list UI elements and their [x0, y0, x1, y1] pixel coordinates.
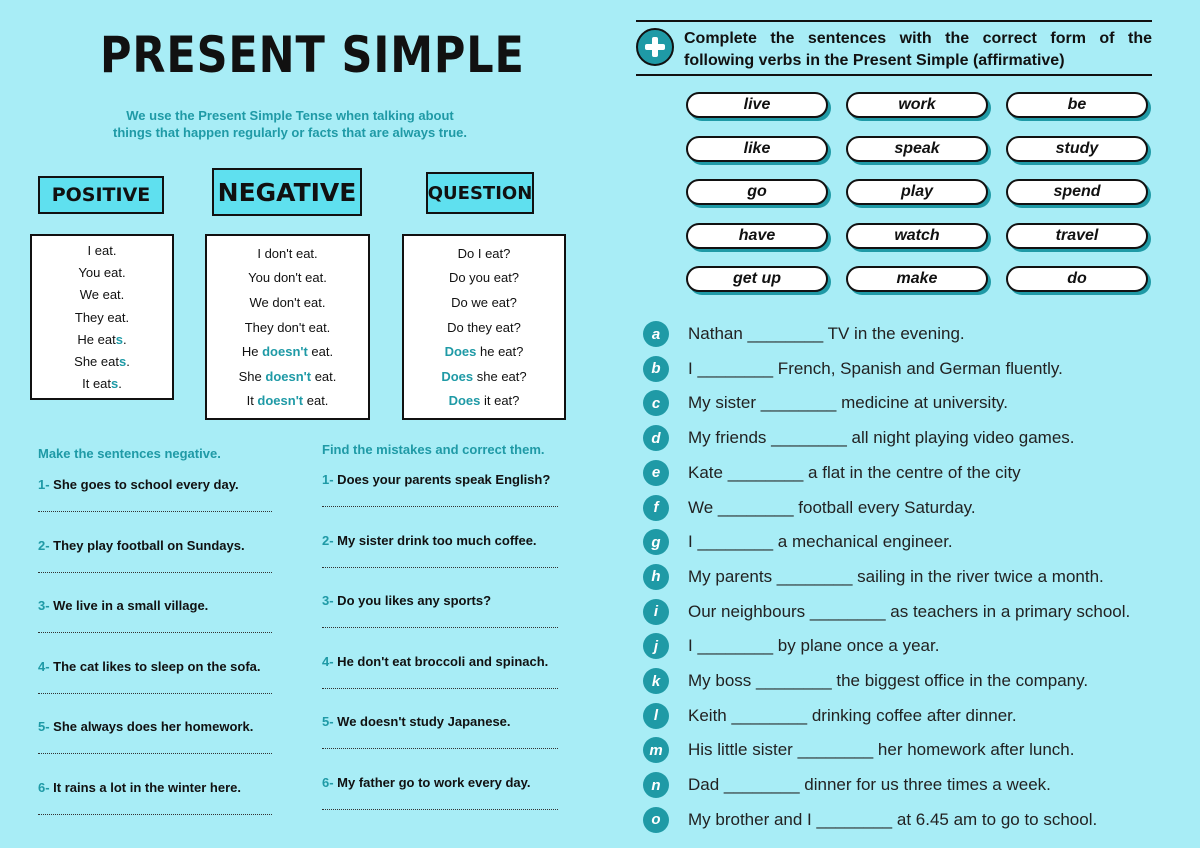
positive-line: [78, 265, 125, 280]
item-text: He don't eat broccoli and spinach.: [333, 653, 549, 669]
sentence-text: My boss ________ the biggest office in the company.: [688, 671, 1089, 690]
letter-badge: n: [643, 772, 669, 798]
negative-line-part: doesn't: [262, 344, 308, 360]
item-text: We doesn't study Japanese.: [333, 714, 511, 729]
item-text: It rains a lot in the winter here.: [49, 779, 241, 795]
positive-line: [88, 243, 117, 258]
item-number: 3-: [38, 598, 50, 613]
sentence-text: We ________ football every Saturday.: [688, 497, 976, 517]
sentence-text: Our neighbours ________ as teachers in a primary school.: [688, 601, 1131, 621]
sentence-text: I ________ by plane once a year.: [688, 636, 940, 656]
verb-pill: live: [686, 92, 828, 118]
positive-line-part: It eat: [82, 375, 112, 391]
verb-pill: watch: [846, 223, 988, 249]
positive-line-part: .: [118, 375, 122, 391]
positive-line-part: .: [126, 353, 130, 369]
positive-line-part: .: [122, 331, 127, 347]
positive-line: [77, 332, 126, 347]
item-number: 2-: [322, 532, 334, 548]
exercise1-heading: Make the sentences negative.: [38, 446, 221, 461]
item-number: 6-: [38, 779, 50, 795]
question-line: [451, 295, 517, 310]
negative-line-part: We don't eat.: [249, 294, 326, 310]
positive-line-part: s: [118, 353, 127, 369]
question-line: [447, 320, 521, 335]
letter-badge: a: [643, 321, 669, 347]
answer-line[interactable]: [322, 567, 558, 568]
exercise2-item: [322, 654, 548, 669]
negative-line-part: eat.: [311, 368, 337, 384]
sentence-text: My parents ________ sailing in the river twice a month.: [688, 566, 1104, 586]
negative-line: [257, 246, 317, 261]
instructions: Complete the sentences with the correct form of the following verbs in the Present Simple (affirmative): [684, 30, 1152, 69]
exercise1-item: [38, 477, 239, 492]
negative-line-part: I don't eat.: [257, 245, 318, 261]
negative-line-part: He: [241, 344, 263, 360]
question-line-part: he eat?: [476, 344, 524, 360]
item-number: 2-: [38, 537, 50, 553]
intro-text: [60, 107, 520, 141]
answer-line[interactable]: [38, 572, 272, 573]
question-line: [449, 270, 519, 285]
answer-line[interactable]: [38, 693, 272, 694]
letter-badge: e: [643, 460, 669, 486]
verb-pill: play: [846, 179, 988, 205]
letter-badge: c: [643, 390, 669, 416]
item-text: She goes to school every day.: [49, 477, 239, 492]
negative-box: [205, 234, 370, 420]
intro-line: things that happen regularly or facts that are always true.: [113, 125, 467, 140]
question-line-part: Does: [441, 368, 474, 384]
question-line-part: Do I eat?: [457, 245, 511, 261]
answer-line[interactable]: [322, 627, 558, 628]
positive-line-part: s: [115, 331, 123, 347]
verb-pill: study: [1006, 136, 1148, 162]
letter-badge: k: [643, 668, 669, 694]
question-line-part: she eat?: [473, 368, 527, 384]
negative-line: [248, 270, 327, 285]
verb-pill: go: [686, 179, 828, 205]
exercise2-item: [322, 533, 537, 548]
question-line: [458, 246, 511, 261]
verb-pill: do: [1006, 266, 1148, 292]
item-number: 4-: [322, 653, 334, 669]
exercise2-item: [322, 472, 550, 487]
negative-line-part: She: [238, 368, 266, 384]
negative-line: [247, 393, 329, 408]
positive-line-part: He eat: [77, 331, 116, 347]
positive-line-part: We eat.: [79, 287, 125, 303]
verb-pill: have: [686, 223, 828, 249]
question-header: QUESTION: [426, 172, 534, 214]
exercise1-item: [38, 780, 241, 795]
positive-line-part: s: [111, 375, 119, 391]
letter-badge: j: [643, 633, 669, 659]
negative-line: [239, 369, 337, 384]
question-line-part: Does: [448, 393, 481, 409]
question-line: [445, 344, 524, 359]
exercise1-item: [38, 538, 245, 553]
verb-pill: spend: [1006, 179, 1148, 205]
letter-badge: m: [643, 737, 669, 763]
exercise1-item: [38, 598, 208, 613]
item-number: 6-: [322, 774, 334, 790]
item-number: 3-: [322, 593, 334, 608]
negative-line-part: eat.: [303, 393, 329, 409]
negative-line-part: You don't eat.: [248, 270, 327, 286]
sentence-text: Dad ________ dinner for us three times a week.: [688, 775, 1051, 795]
top-rule: [636, 20, 1152, 22]
item-text: My father go to work every day.: [333, 774, 531, 790]
answer-line[interactable]: [322, 688, 558, 689]
verb-pill: work: [846, 92, 988, 118]
answer-line[interactable]: [38, 511, 272, 512]
item-number: 4-: [38, 658, 50, 674]
letter-badge: h: [643, 564, 669, 590]
question-box: [402, 234, 566, 420]
sentence-text: My friends ________ all night playing video games.: [688, 428, 1075, 448]
negative-line-part: doesn't: [257, 393, 304, 409]
positive-line-part: They eat.: [74, 309, 130, 325]
sentence-text: Kate ________ a flat in the centre of the city: [688, 462, 1021, 482]
item-number: 5-: [38, 719, 50, 734]
question-line-part: Do they eat?: [447, 319, 521, 335]
positive-line-part: You eat.: [78, 265, 126, 281]
positive-header: POSITIVE: [38, 176, 164, 214]
negative-line-part: doesn't: [265, 368, 312, 384]
verb-pill: get up: [686, 266, 828, 292]
letter-badge: i: [643, 599, 669, 625]
exercise1-item: [38, 719, 253, 734]
letter-badge: l: [643, 703, 669, 729]
intro-line: We use the Present Simple Tense when talking about: [126, 108, 454, 123]
bottom-rule: [636, 74, 1152, 76]
letter-badge: b: [643, 356, 669, 382]
exercise2-item: [322, 714, 511, 729]
answer-line[interactable]: [322, 809, 558, 810]
letter-badge: d: [643, 425, 669, 451]
positive-line: [80, 287, 125, 302]
item-text: We live in a small village.: [49, 598, 209, 613]
item-text: She always does her homework.: [49, 719, 254, 734]
item-text: My sister drink too much coffee.: [333, 532, 537, 548]
item-text: Do you likes any sports?: [333, 593, 492, 608]
sentence-text: I ________ French, Spanish and German fluently.: [688, 358, 1063, 378]
answer-line[interactable]: [38, 632, 272, 633]
negative-line: [245, 320, 331, 335]
exercise2-item: [322, 593, 491, 608]
sentence-text: My sister ________ medicine at university.: [688, 393, 1009, 413]
negative-line-part: They don't eat.: [244, 319, 331, 335]
negative-header: NEGATIVE: [212, 168, 362, 216]
sentence-text: Nathan ________ TV in the evening.: [688, 324, 965, 343]
verb-pill: travel: [1006, 223, 1148, 249]
letter-badge: f: [643, 495, 669, 521]
positive-line: [82, 376, 122, 391]
negative-line: [250, 295, 326, 310]
sentence-text: Keith ________ drinking coffee after dinner.: [688, 705, 1017, 725]
question-line-part: Do we eat?: [451, 294, 517, 310]
item-number: 5-: [322, 714, 334, 729]
letter-badge: o: [643, 807, 669, 833]
question-line-part: Do you eat?: [448, 270, 520, 286]
positive-box: [30, 234, 174, 400]
exercise2-item: [322, 775, 531, 790]
verb-pill: be: [1006, 92, 1148, 118]
positive-line-part: I eat.: [87, 243, 117, 259]
item-number: 1-: [38, 477, 50, 492]
question-line-part: it eat?: [480, 393, 520, 409]
sentence-text: His little sister ________ her homework after lunch.: [688, 740, 1075, 760]
item-text: They play football on Sundays.: [49, 537, 245, 553]
item-text: The cat likes to sleep on the sofa.: [49, 658, 261, 674]
letter-badge: g: [643, 529, 669, 555]
positive-line-part: She eat: [74, 353, 119, 369]
page-title: PRESENT SIMPLE: [100, 26, 525, 84]
negative-line-part: eat.: [307, 344, 334, 360]
sentence-text: My brother and I ________ at 6.45 am to go to school.: [688, 809, 1098, 829]
positive-line: [74, 354, 130, 369]
question-line: [449, 393, 520, 408]
verb-pill: speak: [846, 136, 988, 162]
question-line-part: Does: [444, 344, 477, 360]
plus-icon: [636, 28, 674, 66]
exercise2-heading: Find the mistakes and correct them.: [322, 442, 545, 457]
verb-pill: like: [686, 136, 828, 162]
positive-line: [75, 310, 129, 325]
item-number: 1-: [322, 472, 334, 487]
negative-line-part: It: [246, 393, 258, 409]
question-line: [441, 369, 526, 384]
sentence-text: I ________ a mechanical engineer.: [688, 532, 953, 552]
negative-line: [242, 344, 333, 359]
exercise1-item: [38, 659, 261, 674]
answer-line[interactable]: [322, 748, 558, 749]
answer-line[interactable]: [38, 753, 272, 754]
answer-line[interactable]: [322, 506, 558, 507]
verb-pill: make: [846, 266, 988, 292]
item-text: Does your parents speak English?: [333, 472, 551, 487]
answer-line[interactable]: [38, 814, 272, 815]
